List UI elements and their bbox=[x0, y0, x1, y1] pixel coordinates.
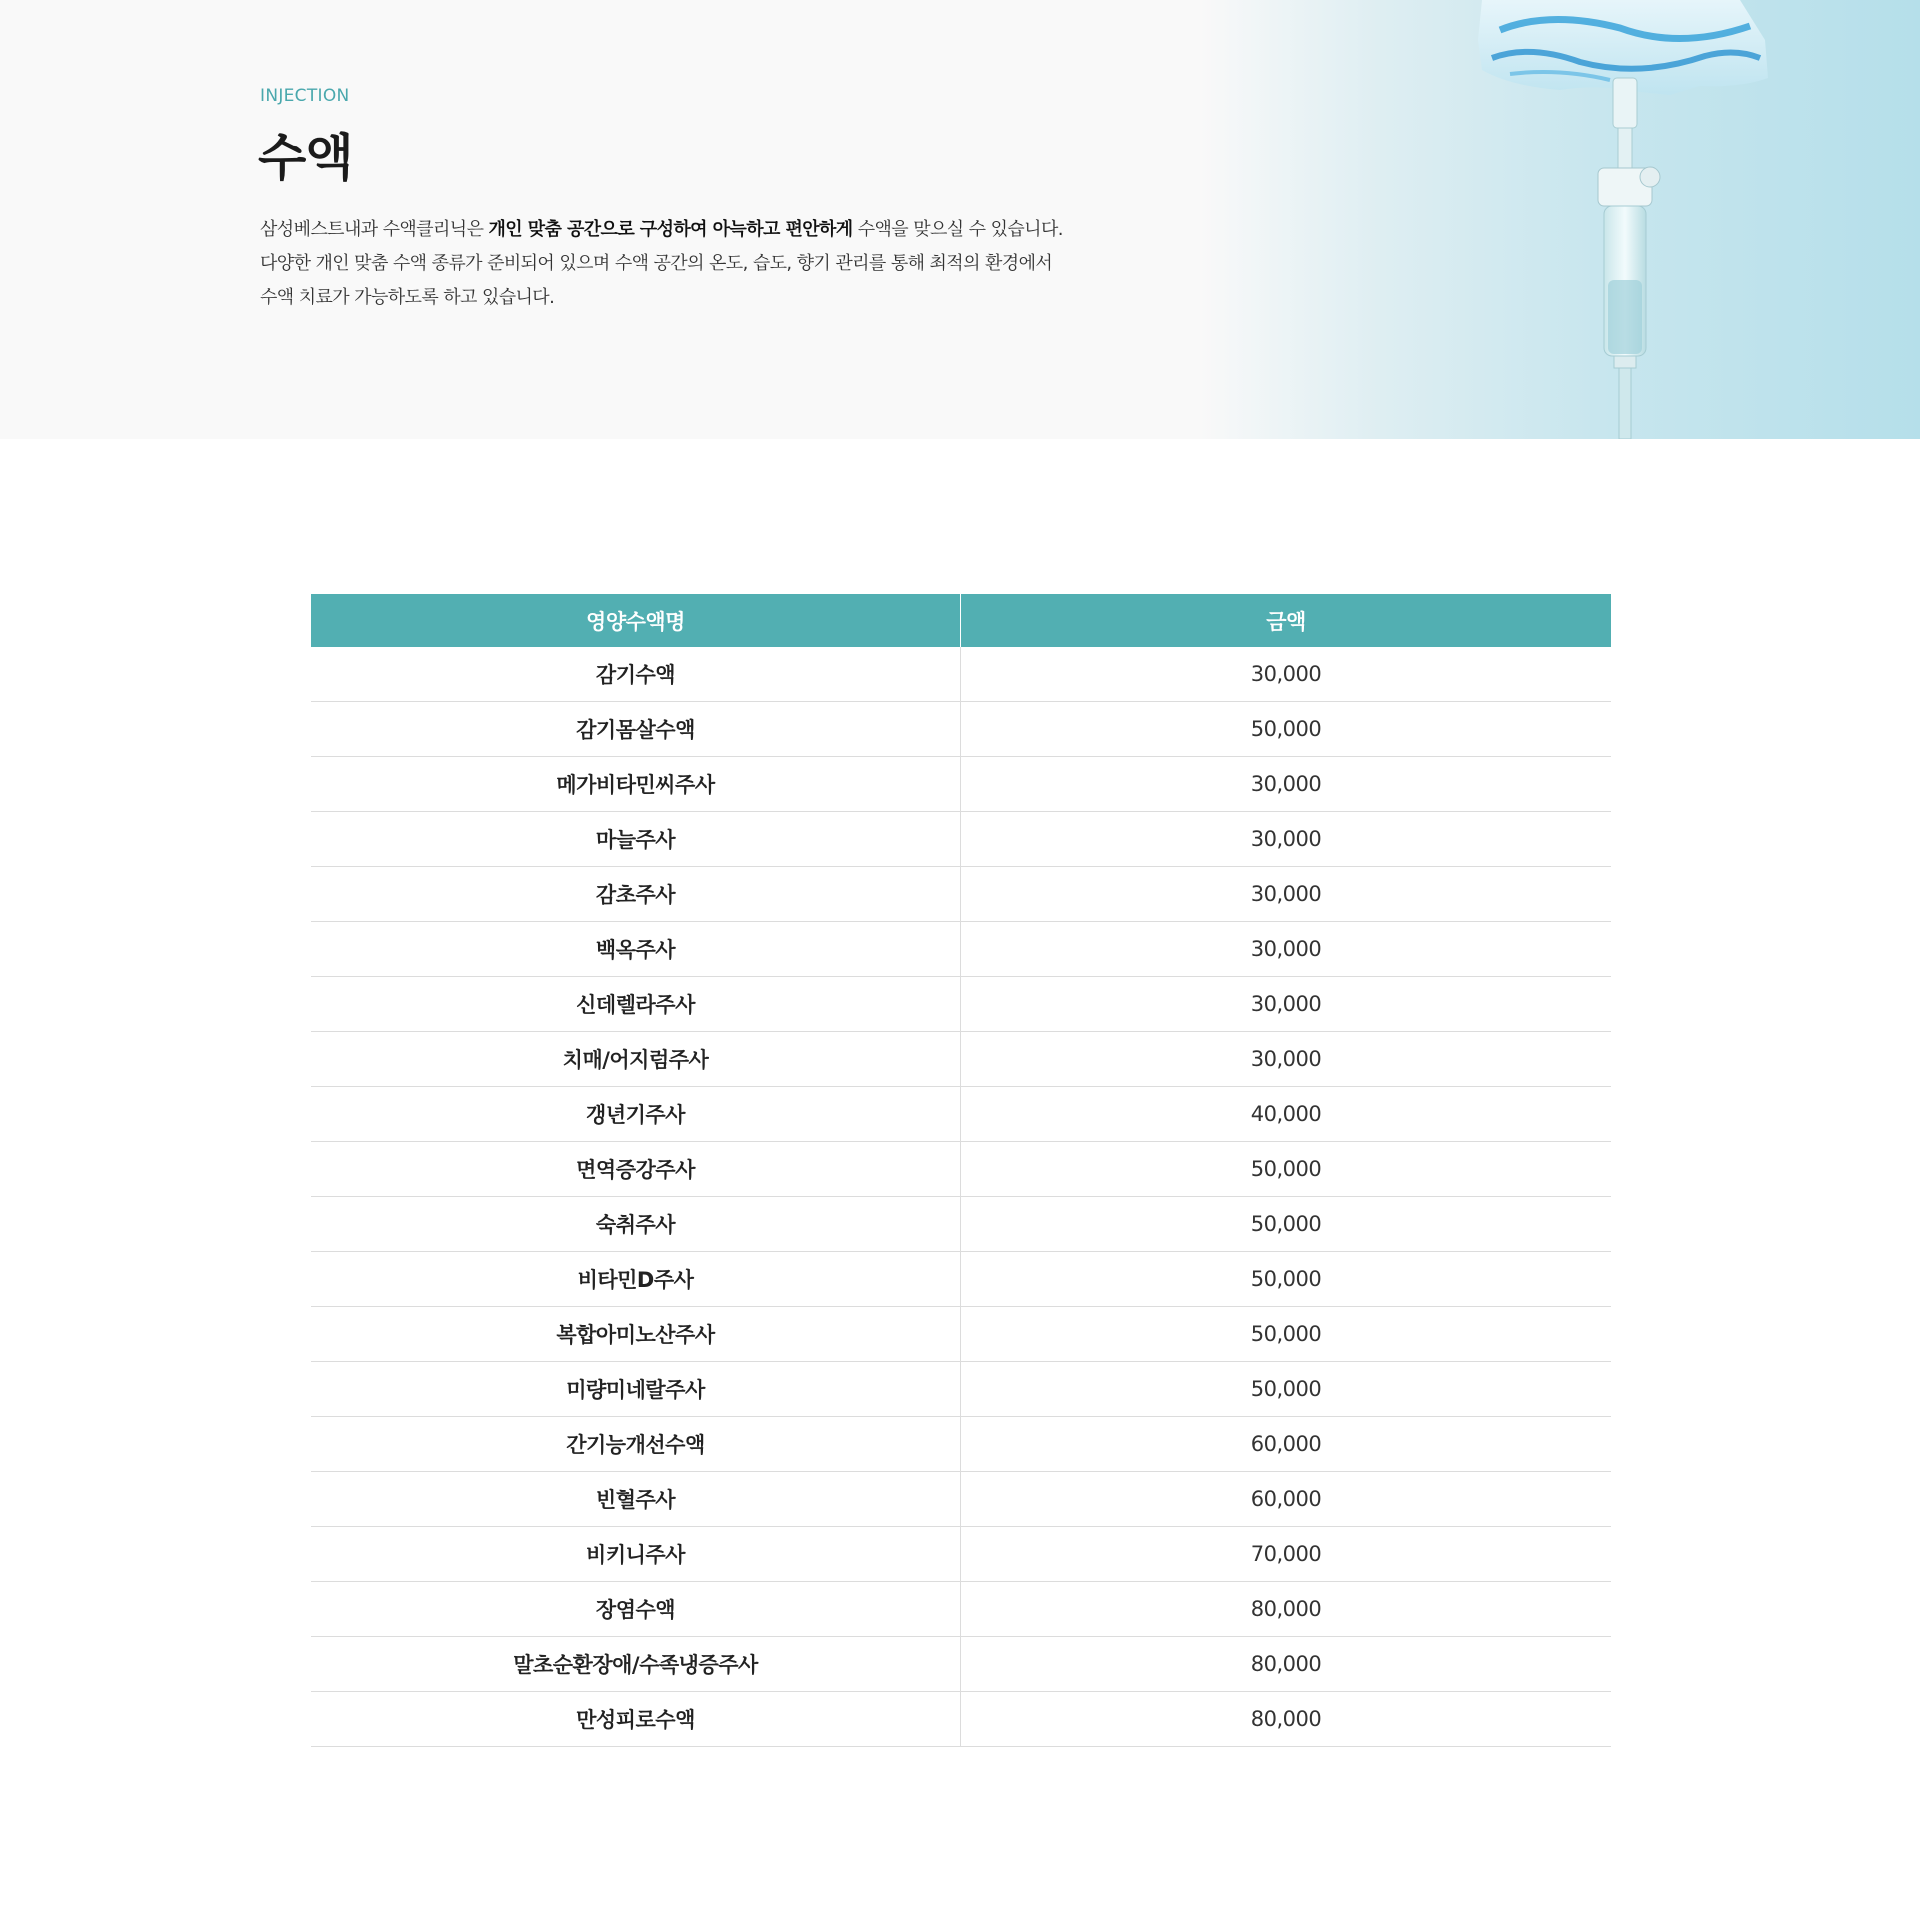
injection-name-cell: 간기능개선수액 bbox=[311, 1417, 961, 1472]
injection-name-cell: 신데렐라주사 bbox=[311, 977, 961, 1032]
table-row bbox=[311, 1582, 1611, 1637]
table-row bbox=[311, 647, 1611, 702]
table-row bbox=[311, 1417, 1611, 1472]
iv-bag-icon bbox=[1200, 0, 1920, 439]
intro-line-3: 수액 치료가 가능하도록 하고 있습니다. bbox=[260, 287, 555, 308]
table-row bbox=[311, 1252, 1611, 1307]
table-row bbox=[311, 1527, 1611, 1582]
table-row bbox=[311, 1362, 1611, 1417]
intro-text bbox=[260, 213, 1140, 315]
injection-name-cell: 면역증강주사 bbox=[311, 1142, 961, 1197]
injection-name-cell: 비키니주사 bbox=[311, 1527, 961, 1582]
table-row bbox=[311, 977, 1611, 1032]
table-row bbox=[311, 1307, 1611, 1362]
price-cell: 60,000 bbox=[961, 1472, 1612, 1527]
table-row bbox=[311, 1197, 1611, 1252]
injection-name-cell: 비타민D주사 bbox=[311, 1252, 961, 1307]
price-cell: 30,000 bbox=[961, 757, 1612, 812]
injection-name-cell: 감기몸살수액 bbox=[311, 702, 961, 757]
table-row bbox=[311, 867, 1611, 922]
injection-name-cell: 감기수액 bbox=[311, 647, 961, 702]
price-cell: 80,000 bbox=[961, 1692, 1612, 1747]
price-cell: 30,000 bbox=[961, 647, 1612, 702]
section-eyebrow: INJECTION bbox=[260, 86, 350, 106]
price-cell: 80,000 bbox=[961, 1637, 1612, 1692]
injection-name-cell: 복합아미노산주사 bbox=[311, 1307, 961, 1362]
price-table bbox=[311, 594, 1611, 1747]
injection-name-cell: 빈혈주사 bbox=[311, 1472, 961, 1527]
price-cell: 50,000 bbox=[961, 1307, 1612, 1362]
injection-name-cell: 갱년기주사 bbox=[311, 1087, 961, 1142]
injection-name-cell: 말초순환장애/수족냉증주사 bbox=[311, 1637, 961, 1692]
table-row bbox=[311, 1472, 1611, 1527]
injection-name-cell: 장염수액 bbox=[311, 1582, 961, 1637]
price-cell: 50,000 bbox=[961, 1362, 1612, 1417]
table-row bbox=[311, 922, 1611, 977]
iv-bag-image bbox=[1200, 0, 1920, 439]
table-body bbox=[311, 647, 1611, 1747]
price-cell: 60,000 bbox=[961, 1417, 1612, 1472]
table-row bbox=[311, 1087, 1611, 1142]
column-header-name: 영양수액명 bbox=[311, 594, 961, 647]
price-cell: 40,000 bbox=[961, 1087, 1612, 1142]
injection-name-cell: 미량미네랄주사 bbox=[311, 1362, 961, 1417]
table-row bbox=[311, 757, 1611, 812]
table-row bbox=[311, 812, 1611, 867]
price-cell: 80,000 bbox=[961, 1582, 1612, 1637]
intro-line-1 bbox=[260, 213, 1140, 247]
intro-line-1-bold: 개인 맞춤 공간으로 구성하여 아늑하고 편안하게 bbox=[488, 219, 853, 240]
table-row bbox=[311, 1692, 1611, 1747]
price-cell: 30,000 bbox=[961, 922, 1612, 977]
table-header-row bbox=[311, 594, 1611, 647]
column-header-price: 금액 bbox=[961, 594, 1612, 647]
injection-name-cell: 메가비타민씨주사 bbox=[311, 757, 961, 812]
price-cell: 30,000 bbox=[961, 812, 1612, 867]
table-row bbox=[311, 1637, 1611, 1692]
intro-line-2: 다양한 개인 맞춤 수액 종류가 준비되어 있으며 수액 공간의 온도, 습도, 향기 관리를 통해 최적의 환경에서 bbox=[260, 253, 1053, 274]
price-cell: 30,000 bbox=[961, 1032, 1612, 1087]
price-cell: 50,000 bbox=[961, 1142, 1612, 1197]
price-cell: 30,000 bbox=[961, 977, 1612, 1032]
intro-line-1-post: 수액을 맞으실 수 있습니다. bbox=[852, 219, 1063, 240]
price-cell: 50,000 bbox=[961, 702, 1612, 757]
injection-name-cell: 백옥주사 bbox=[311, 922, 961, 977]
injection-name-cell: 마늘주사 bbox=[311, 812, 961, 867]
injection-name-cell: 치매/어지럼주사 bbox=[311, 1032, 961, 1087]
injection-name-cell: 감초주사 bbox=[311, 867, 961, 922]
injection-name-cell: 만성피로수액 bbox=[311, 1692, 961, 1747]
price-cell: 50,000 bbox=[961, 1252, 1612, 1307]
page-title: 수액 bbox=[258, 129, 353, 187]
intro-line-1-pre: 삼성베스트내과 수액클리닉은 bbox=[260, 219, 489, 240]
hero-section bbox=[0, 0, 1920, 439]
table-row bbox=[311, 1142, 1611, 1197]
table-row bbox=[311, 702, 1611, 757]
injection-name-cell: 숙취주사 bbox=[311, 1197, 961, 1252]
price-cell: 30,000 bbox=[961, 867, 1612, 922]
price-cell: 50,000 bbox=[961, 1197, 1612, 1252]
table-row bbox=[311, 1032, 1611, 1087]
price-cell: 70,000 bbox=[961, 1527, 1612, 1582]
